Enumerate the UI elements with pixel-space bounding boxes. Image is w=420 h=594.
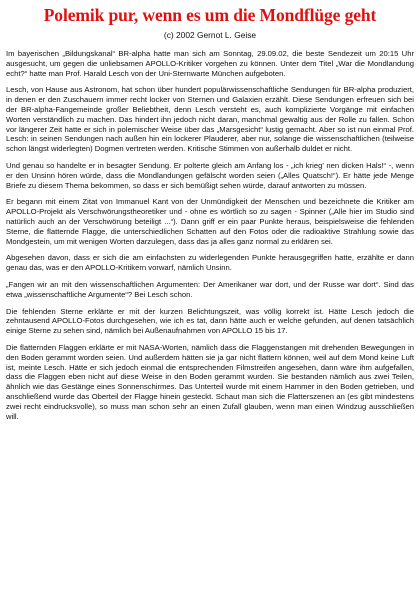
paragraph: Abgesehen davon, dass er sich die am einfachsten zu widerlegenden Punkte herausgegriffen hatte, erzählte er dann genau das, was er den APOLLO-Kritikern vorwarf, nämlich Unsinn. — [6, 253, 414, 273]
paragraph: Die flatternden Flaggen erklärte er mit NASA-Worten, nämlich dass die Flaggenstangen mit drehenden Bewegungen in den Boden gerammt worden seien. Und außerdem hätten sie ja gar nicht flattern können, weil auf dem Mond keine Luft ist, meinte Lesch. Hätte er sich jedoch einmal die entsprechenden Filmstreifen angesehen, dann wäre ihm aufgefallen, dass die Flaggen eben nicht auf diese Weise in den Boden gerammt wurden. Sie bestanden nämlich aus zwei Teilen, ähnlich wie das Gestänge eines Sonnenschirmes. Das Unterteil wurde mit einem Hammer in den Boden getrieben, und anschließend wurde das Oberteil der Flagge hinein gesteckt. Schaut man sich die Flatterszenen an (es gibt mindestens zwei recht eindrucksvolle), so muss man schon sehr an einen Zufall glauben, wenn man einen Windzug ausschließen will. — [6, 342, 414, 421]
paragraph: Lesch, von Hause aus Astronom, hat schon über hundert populärwissenschaftliche Sendungen für BR-alpha produziert, in denen er den Zuschauern immer recht locker von Sternen und Galaxien erzählt. Diese Sendungen erfreuen sich bei der BR-alpha-Fangemeinde großer Beliebtheit, denn Lesch versteht es, auch komplizierte Vorgänge mit einfachen Worten verständlich zu machen. Das hindert ihn jedoch nicht daran, manchmal gewaltig aus der Rolle zu fallen. Schon vor längerer Zeit hatte er sich in polemischer Weise über das „Marsgesicht“ lustig gemacht. Aber so ist nun einmal Prof. Lesch: in seinen Sendungen nach außen hin ein lockerer Plauderer, aber nur, solange die wissenschaftlichen (teilweise schon längst widerlegten) Dogmen vertreten werden. Kritische Stimmen von außerhalb duldet er nicht. — [6, 85, 414, 154]
article-title: Polemik pur, wenn es um die Mondflüge geht — [43, 5, 377, 25]
article-byline: (c) 2002 Gernot L. Geise — [163, 30, 257, 40]
paragraph: Die fehlenden Sterne erklärte er mit der kurzen Belichtungszeit, was völlig korrekt ist. Hätte Lesch jedoch die zehntausend APOLLO-Fotos durchgesehen, wie ich es tat, dann hätte auch er welche gefunden, auf denen tatsächlich einige Sterne zu sehen sind, nämlich bei Außenaufnahmen von APOLLO 15 bis 17. — [6, 306, 414, 336]
paragraph: Er begann mit einem Zitat von Immanuel Kant von der Unmündigkeit der Menschen und bezeichnete die Kritiker am APOLLO-Projekt als Verschwörungstheoretiker und - ohne es wörtlich so zu sagen - Spinner („Alle hier im Studio sind natürlich auch an der Verschwörung beteiligt ...“). Dann griff er ein paar Punkte heraus, beispielsweise die fehlenden Sterne, die flatternde Flagge, die unterschiedlichen Schatten auf den Fotos oder die radioaktive Strahlung sowie das Mondgestein, um mit wenigen Worten darzulegen, dass das ja alles ganz normal zu erklären sei. — [6, 197, 414, 246]
paragraph: Im bayerischen „Bildungskanal“ BR-alpha hatte man sich am Sonntag, 29.09.02, die beste Sendezeit um 20:15 Uhr ausgesucht, um gegen die unliebsamen APOLLO-Kritiker vorgehen zu können. Unter dem Titel „War die Mondlandung echt?“ hatte man Prof. Harald Lesch von der Uni-Sternwarte München aufgeboten. — [6, 49, 414, 78]
paragraph: „Fangen wir an mit den wissenschaftlichen Argumenten: Der Amerikaner war dort, und der Russe war dort“. Sind das etwa „wissenschaftliche Argumente“? Bei Lesch schon. — [6, 279, 414, 299]
article-body — [6, 49, 414, 421]
paragraph: Und genau so handelte er in besagter Sendung. Er polterte gleich am Anfang los - „ich krieg' nen dicken Hals!“ -, wenn er den Unsinn hören würde, dass die Mondlandungen gefälscht worden seien („Alles Quatsch!“). Er hätte jede Menge Briefe zu diesem Thema bekommen, so dass er sich bemüßigt sehen würde, darauf antworten zu müssen. — [6, 160, 414, 190]
